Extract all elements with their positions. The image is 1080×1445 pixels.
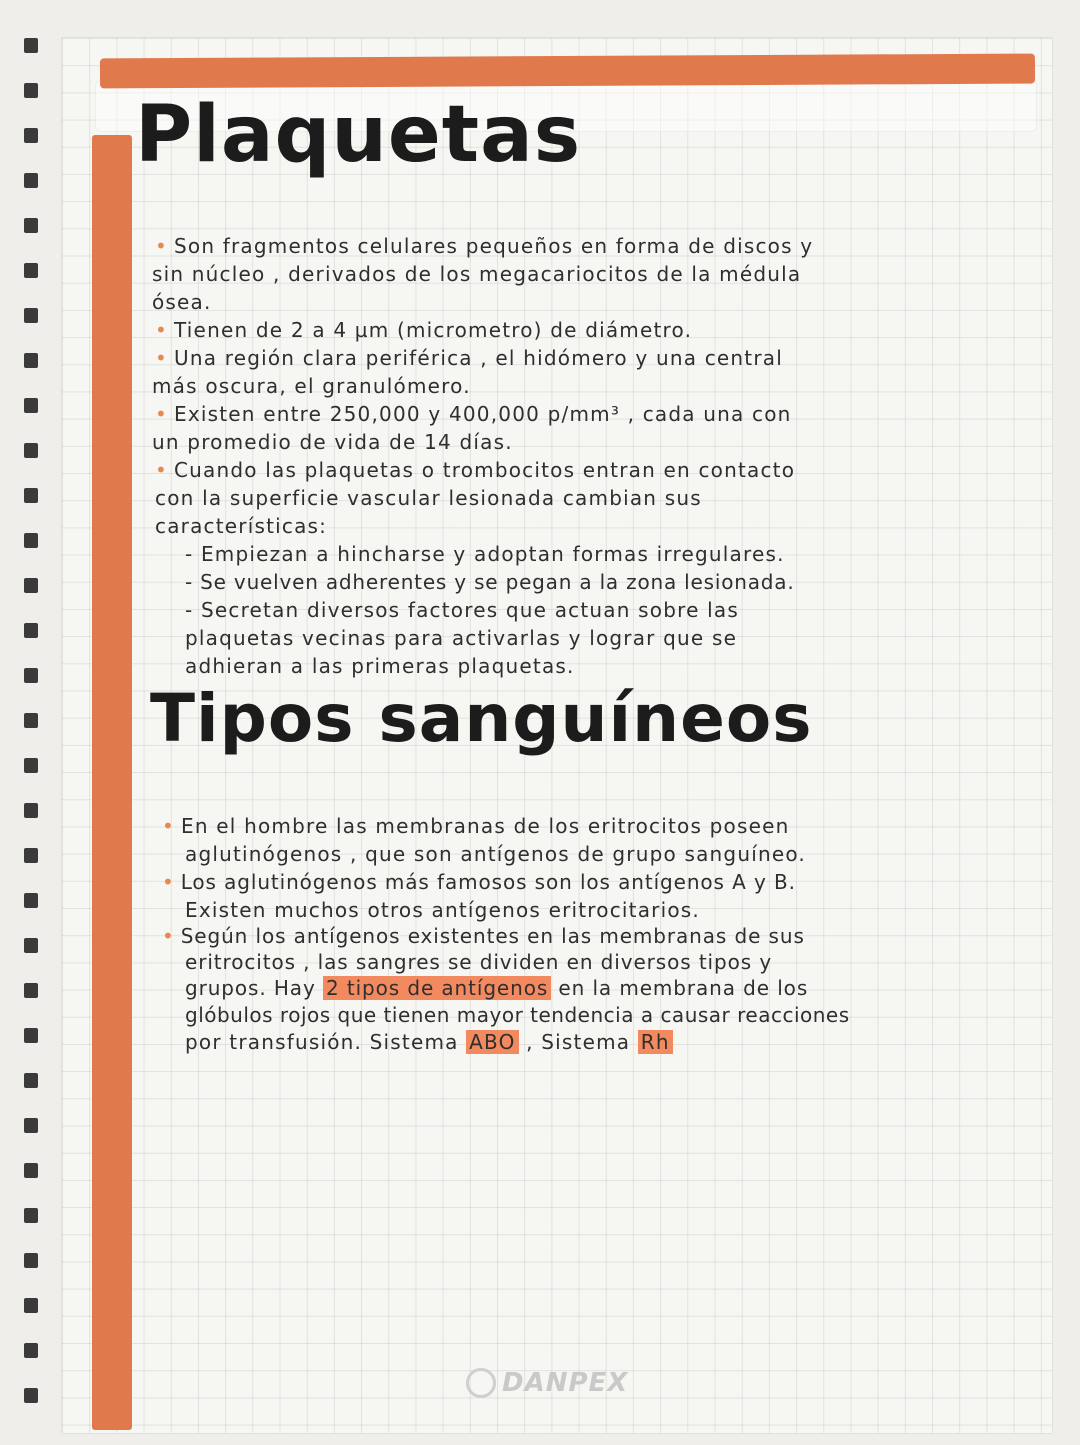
- bullet-icon: •: [155, 458, 168, 482]
- bullet-icon: •: [155, 346, 168, 370]
- bullet-icon: •: [162, 870, 175, 894]
- text-line: • Los aglutinógenos más famosos son los antígenos A y B.: [162, 870, 796, 894]
- text-line: • Una región clara periférica , el hidómero y una central: [155, 346, 783, 370]
- title-plaquetas: Plaquetas: [135, 90, 582, 180]
- bullet-icon: •: [155, 318, 168, 342]
- text-line: sin núcleo , derivados de los megacariocitos de la médula: [152, 262, 802, 286]
- text-line: ósea.: [152, 290, 212, 314]
- text-line: características:: [155, 514, 328, 538]
- text-line: • Cuando las plaquetas o trombocitos entran en contacto: [155, 458, 796, 482]
- text-line: - Se vuelven adherentes y se pegan a la zona lesionada.: [185, 570, 795, 594]
- text-line: - Secretan diversos factores que actuan sobre las: [185, 598, 739, 622]
- bullet-icon: •: [155, 234, 168, 258]
- brand-logo-icon: [466, 1368, 496, 1398]
- text-line: más oscura, el granulómero.: [152, 374, 471, 398]
- bullet-icon: •: [155, 402, 168, 426]
- text-line: • En el hombre las membranas de los eritrocitos poseen: [162, 814, 790, 838]
- text-line: • Son fragmentos celulares pequeños en forma de discos y: [155, 234, 814, 258]
- text-line: • Según los antígenos existentes en las membranas de sus: [162, 924, 805, 948]
- highlight-rh: Rh: [638, 1030, 673, 1054]
- text-line: - Empiezan a hincharse y adoptan formas irregulares.: [185, 542, 785, 566]
- text-line: aglutinógenos , que son antígenos de grupo sanguíneo.: [185, 842, 806, 866]
- text-line: Existen muchos otros antígenos eritrocitarios.: [185, 898, 700, 922]
- binder-holes: [24, 38, 42, 1433]
- text-line: eritrocitos , las sangres se dividen en diversos tipos y: [185, 950, 773, 974]
- text-line: plaquetas vecinas para activarlas y lograr que se: [185, 626, 738, 650]
- side-accent-bar: [92, 135, 132, 1430]
- text-line: • Tienen de 2 a 4 µm (micrometro) de diámetro.: [155, 318, 693, 342]
- bullet-icon: •: [162, 924, 175, 948]
- text-line: por transfusión. Sistema ABO , Sistema Rh: [185, 1028, 673, 1056]
- brand-logo: DANPEX: [466, 1368, 628, 1398]
- bullet-icon: •: [162, 814, 175, 838]
- text-line: un promedio de vida de 14 días.: [152, 430, 513, 454]
- text-line: con la superficie vascular lesionada cambian sus: [155, 486, 702, 510]
- title-tipos-sanguineos: Tipos sanguíneos: [150, 680, 813, 757]
- text-line: adhieran a las primeras plaquetas.: [185, 654, 575, 678]
- highlight-2-tipos: 2 tipos de antígenos: [323, 976, 551, 1000]
- text-line: • Existen entre 250,000 y 400,000 p/mm³ , cada una con: [155, 402, 792, 426]
- highlight-abo: ABO: [466, 1030, 518, 1054]
- top-accent-bar: [100, 54, 1035, 89]
- text-line: grupos. Hay 2 tipos de antígenos en la membrana de los: [185, 976, 809, 1000]
- text-line: glóbulos rojos que tienen mayor tendencia a causar reacciones: [185, 1003, 850, 1027]
